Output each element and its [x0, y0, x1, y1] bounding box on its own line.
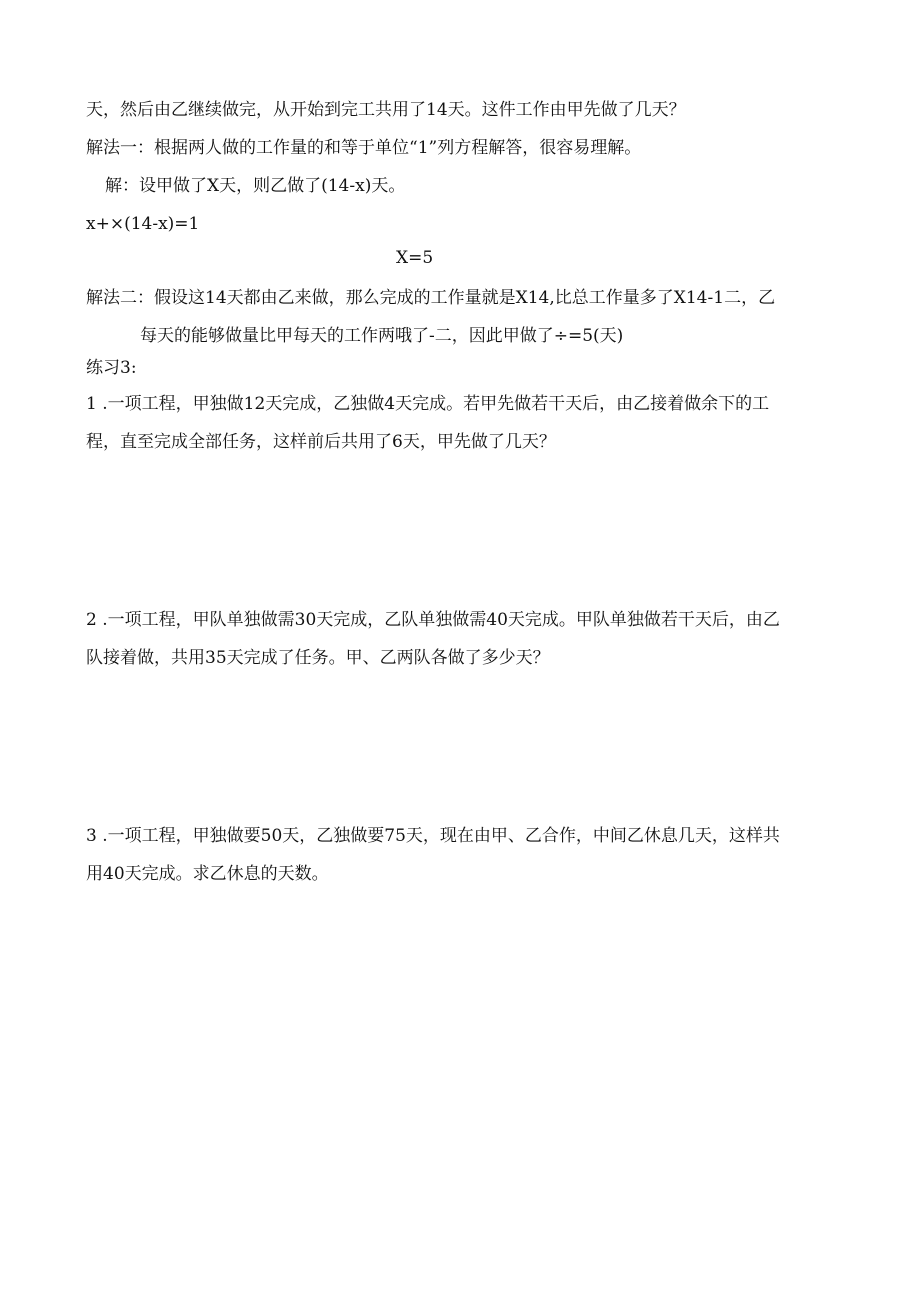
question-1-line1: 1 .一项工程，甲独做12天完成，乙独做4天完成。若甲先做若干天后，由乙接着做余下的工: [86, 394, 770, 414]
question-3-line2: 用40天完成。求乙休息的天数。: [86, 864, 329, 884]
method2-line2: 每天的能够做量比甲每天的工作两哦了-二，因此甲做了÷=5(天): [140, 326, 624, 346]
method1-equation: x+×(14-x)=1: [86, 214, 200, 234]
exercise-heading: 练习3:: [86, 358, 137, 378]
method2-line1: 解法二：假设这14天都由乙来做，那么完成的工作量就是X14,比总工作量多了X14-1二，乙: [86, 288, 776, 308]
intro-line: 天，然后由乙继续做完，从开始到完工共用了14天。这件工作由甲先做了几天？: [86, 100, 686, 120]
question-2-line2: 队接着做，共用35天完成了任务。甲、乙两队各做了多少天？: [86, 648, 550, 668]
method1-text: 解法一：根据两人做的工作量的和等于单位“1”列方程解答，很容易理解。: [86, 138, 642, 158]
method1-result: X=5: [396, 248, 434, 268]
question-3-line1: 3 .一项工程，甲独做要50天，乙独做要75天，现在由甲、乙合作，中间乙休息几天，这样共: [86, 826, 780, 846]
question-1-line2: 程，直至完成全部任务，这样前后共用了6天，甲先做了几天？: [86, 432, 556, 452]
question-2-line1: 2 .一项工程，甲队单独做需30天完成，乙队单独做需40天完成。甲队单独做若干天后，由乙: [86, 610, 780, 630]
method1-solution: 解：设甲做了X天，则乙做了(14-x)天。: [105, 176, 406, 196]
